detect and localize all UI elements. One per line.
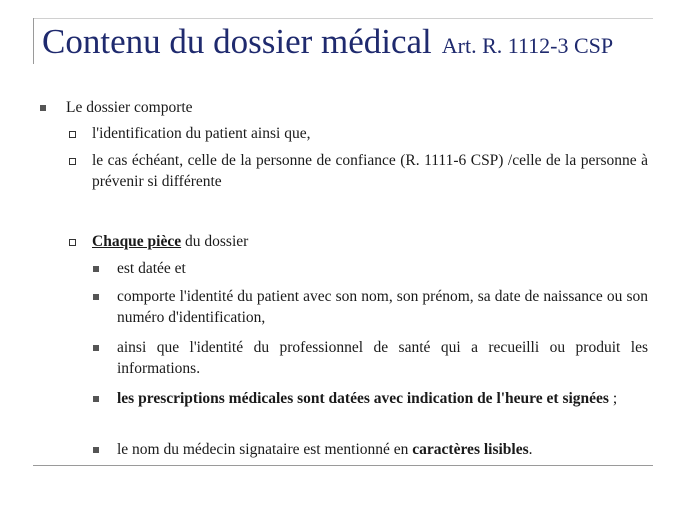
- list-item-nom-medecin: [117, 439, 648, 460]
- square-bullet-icon: [93, 447, 99, 453]
- caracteres-lisibles-emphasis: caractères lisibles: [412, 441, 529, 458]
- prescriptions-emphasis: les prescriptions médicales sont datées avec indication de l'heure et signées: [117, 390, 609, 407]
- list-item-confiance: le cas échéant, celle de la personne de confiance (R. 1111-6 CSP) /celle de la personne à prévenir si différente: [92, 152, 648, 190]
- slide-title-reference: Art. R. 1112-3 CSP: [441, 33, 614, 58]
- chaque-piece-emphasis: Chaque pièce: [92, 233, 182, 250]
- slide-title-main: Contenu du dossier médical: [42, 22, 432, 61]
- list-item-professionnel: ainsi que l'identité du professionnel de santé qui a recueilli ou produit les informations.: [117, 339, 648, 377]
- list-item-chaque-piece: [92, 231, 648, 252]
- square-bullet-icon: [93, 345, 99, 351]
- open-square-bullet-icon: [69, 131, 76, 138]
- nom-medecin-end: .: [528, 441, 533, 458]
- square-bullet-icon: [40, 105, 46, 111]
- list-item-identite: comporte l'identité du patient avec son nom, son prénom, sa date de naissance ou son numéro d'identification,: [117, 288, 648, 326]
- list-item-datee: est datée et: [117, 260, 186, 277]
- square-bullet-icon: [93, 294, 99, 300]
- prescriptions-rest: ;: [608, 390, 618, 407]
- square-bullet-icon: [93, 396, 99, 402]
- nom-medecin-start: le nom du médecin signataire est mentionné en: [117, 441, 413, 458]
- list-item-identification: l'identification du patient ainsi que,: [92, 125, 311, 142]
- open-square-bullet-icon: [69, 239, 76, 246]
- bottom-rule: [33, 465, 653, 466]
- list-item-prescriptions: [117, 388, 648, 409]
- list-item-intro: Le dossier comporte: [66, 99, 193, 116]
- square-bullet-icon: [93, 266, 99, 272]
- open-square-bullet-icon: [69, 158, 76, 165]
- chaque-piece-rest: du dossier: [181, 233, 249, 250]
